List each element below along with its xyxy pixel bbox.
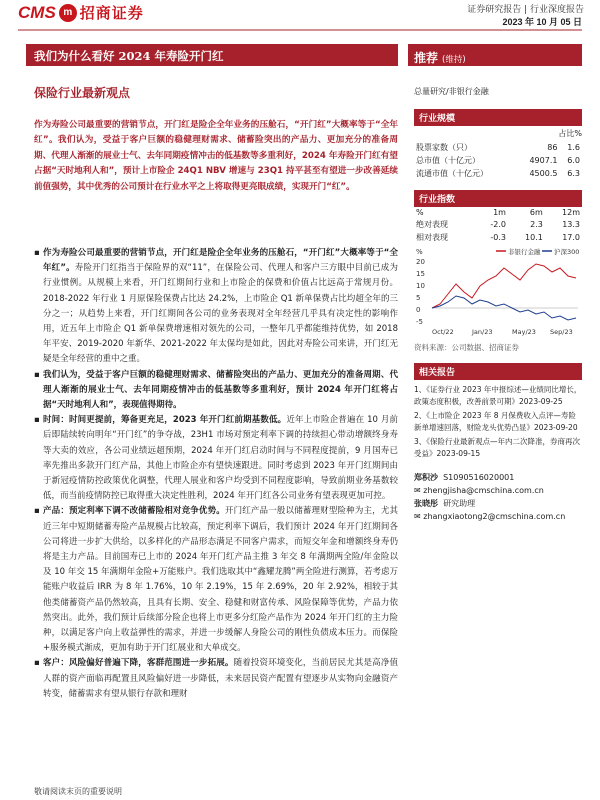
y-tick: 5 [416,294,421,302]
legend-label-2: 沪深300 [554,248,580,256]
bullet-item: ▪ 我们认为，受益于客户巨额的稳健理财需求、储蓄险突出的产品力、更加充分的准备周期、代理人渐渐的展业士气、去年同期疫情冲击的低基数等多重利好，预计 2024 年开门红将占据“天时地利人和”，表现值得期待。 [34,368,398,414]
author-email[interactable]: zhengjisha@cmschina.com.cn [423,486,544,495]
x-tick: Jan/23 [472,328,493,336]
related-header: 相关报告 [414,363,582,380]
index-header: 行业指数 [414,190,582,207]
index-chart [414,246,582,338]
summary-paragraph: 作为寿险公司最重要的营销节点，开门红是险企全年业务的压舱石，“开门红”大概率等于“全年红”。我们认为，受益于客户巨额的稳健理财需求、储蓄险突出的产品力、更加充分的准备周期、代理人渐渐的展业士气、去年同期疫情冲击的低基数等多重利好，2024 年寿险开门红有望占据“天时地利人和”，预计上市险企 24Q1 NBV 增速与 23Q1 持平甚至有望进一步改善延续前值强势，其中优秀的公司预计在行业水平之上将取得更亮眼成绩，实现开门“红”。 [34,120,398,192]
table-row: 绝对表现 -2.0 2.3 13.3 [416,220,580,229]
x-tick: Oct/22 [432,328,454,336]
bullet-item: ▪ 产品：预定利率下调不改储蓄险相对竞争优势。开门红产品一般以储蓄理财型险种为主，尤其近三年中短期储蓄寿险产品规模占比较高，预定利率下调后，我们预计 2024 年开门红期间各公司将进一步扩大供给，以多样化的产品形态满足不同客户需求，而短交年金和增额终身寿仍将是主力产品。目前国寿已上市的 2024 年开门红产品主推 3 年交 8 年满期两全险/年金险以及 10 年交 15 年满期年金险+万能账户。我们选取其中“鑫耀龙腾”两全险进行测算，若考虑万能账户收益后 IRR 为 8 年 1.76%，10 年 2.19%，15 年 2.69%，20 年 2.92%，相较于其他类储蓄资产品仍然较高，且具有长期、安全、稳健和财富传承、风险保障等优势，产品力依然突出。此外，我们预计后续部分险企也将上市更多分红险产品作为 2024 年开门红的主力险种，以满足客户向上收益弹性的需求，并进一步缓解人身险公司的刚性负债成本压力。而保险+服务模式渐成，更加有助于开门红展业和大单成交。 [34,504,398,656]
bullet-item: ▪ 作为寿险公司最重要的营销节点，开门红是险企全年业务的压舱石，“开门红”大概率等于“全年红”。寿险开门红指当于保险界的双“11”，在保险公司、代理人和客户三方眼中目前已成为行业惯例。从规模上来看，开门红期间行业和上市险企的保费和价值占比远高于常规月份。2018-2022 年行业 1 月原保险保费占比达 24.2%，上市险企 Q1 新单保费占比均超全年的三分之一；从趋势上来看，开门红期间各公司的业务表现对全年经营几乎具有决定性的影响作用，近五年上市险企 Q1 新单保费增速相对领先的公司，一整年几乎都能维持优势，如 2018 年平安、2019-2020 年新华、2021-2022 年太保均是如此，因此对寿险公司来讲，开门红无疑是全年经营的重中之重。 [34,246,398,368]
sidebar [414,78,582,523]
table-row: 相对表现 -0.3 10.1 17.0 [416,233,580,242]
cms-logo: CMS m 招商证券 [18,2,144,22]
top-bar [0,0,600,30]
index-table [414,207,582,244]
analyst-category: 总量研究/非银行金融 [414,87,489,96]
y-tick: -5 [416,318,423,326]
legend-label-1: 非银行金融 [508,248,541,256]
cms-logo-icon: m [59,4,77,22]
chart-source: 资料来源：公司数据、招商证券 [414,343,519,352]
report-date: 2023 年 10 月 05 日 [502,17,582,27]
author-block: 郑积沙 S1090516020001 ✉ zhengjisha@cmschina.com.cn 张晓彤 研究助理 ✉ zhangxiaotong2@cmschina.com.cn [414,473,566,521]
scale-table [414,141,582,180]
related-item[interactable]: 3、《保险行业最新观点—年内二次降准，券商再次受益》2023-09-15 [414,437,581,458]
y-tick: 15 [416,270,425,278]
report-title: 我们为什么看好 2024 年寿险开门红 [26,44,398,66]
author-email[interactable]: zhangxiaotong2@cmschina.com.cn [423,512,566,521]
y-tick: 20 [416,258,425,266]
related-item[interactable]: 2、《上市险企 2023 年 8 月保费收入点评—寿险新单增速回落，财险龙头优势凸显》2023-09-20 [414,411,578,432]
y-tick: 0 [416,306,421,314]
x-tick: Sep/23 [550,328,573,336]
section-subtitle: 保险行业最新观点 [34,86,131,100]
top-divider [0,29,600,33]
email-icon: ✉ [414,512,421,521]
table-row: 股票家数（只） 86 1.6 [416,143,580,152]
bullet-item: ▪ 时间：时间更提前，筹备更充足，2023 年开门红前期基数低。近年上市险企普遍在 10 月前后即陆续转向明年“开门红”的争夺战，23H1 市场对预定利率下调的持续担心带动增额终身寿等大卖的效应，各公司业绩远超预期，2024 年开门红启动时间与不同程度提前，9 月国寿已率先推出多款开门红产品，其他上市险企亦有望快速跟进。同时考虑到 2023 年开门红期间由于新冠疫情防控政策优化调整，代理人展业和客户均受到不同程度影响，导致前期业务基数较低，而当前疫情防控已取得重大决定性胜利，2024 年开门红各公司业务有望表现更加可控。 [34,413,398,504]
rating-badge: 推荐 (维持) [408,44,582,66]
y-tick: % [416,248,423,256]
table-row: 总市值（十亿元） 4907.1 6.0 [416,156,580,165]
related-list [414,384,582,459]
y-tick: 10 [416,282,425,290]
bullet-list [34,246,398,702]
table-row: 流通市值（十亿元） 4500.5 6.3 [416,169,580,178]
bullet-item: ▪ 客户：风险偏好普遍下降，客群范围进一步拓展。随着投资环境变化，当前居民尤其是高净值人群的资产面临再配置且风险偏好进一步降低，未来居民资产配置有望逐步从实物向金融资产转变，储蓄需求有望从银行存款和理财 [34,656,398,702]
scale-unit: 占比% [558,129,582,138]
x-tick: May/23 [512,328,536,336]
page-footer: 敬请阅读末页的重要说明 [34,787,122,796]
related-item[interactable]: 1、《证券行业 2023 年中报综述—业绩同比增长，政策态度积极，改善前景可期》2023-09-25 [414,385,582,406]
series-line-nonbank [432,264,576,308]
email-icon: ✉ [414,486,421,495]
table-row: % 1m 6m 12m [416,208,580,217]
report-type: 证券研究报告 | 行业深度报告 [467,5,584,15]
scale-header: 行业规模 [414,109,582,126]
